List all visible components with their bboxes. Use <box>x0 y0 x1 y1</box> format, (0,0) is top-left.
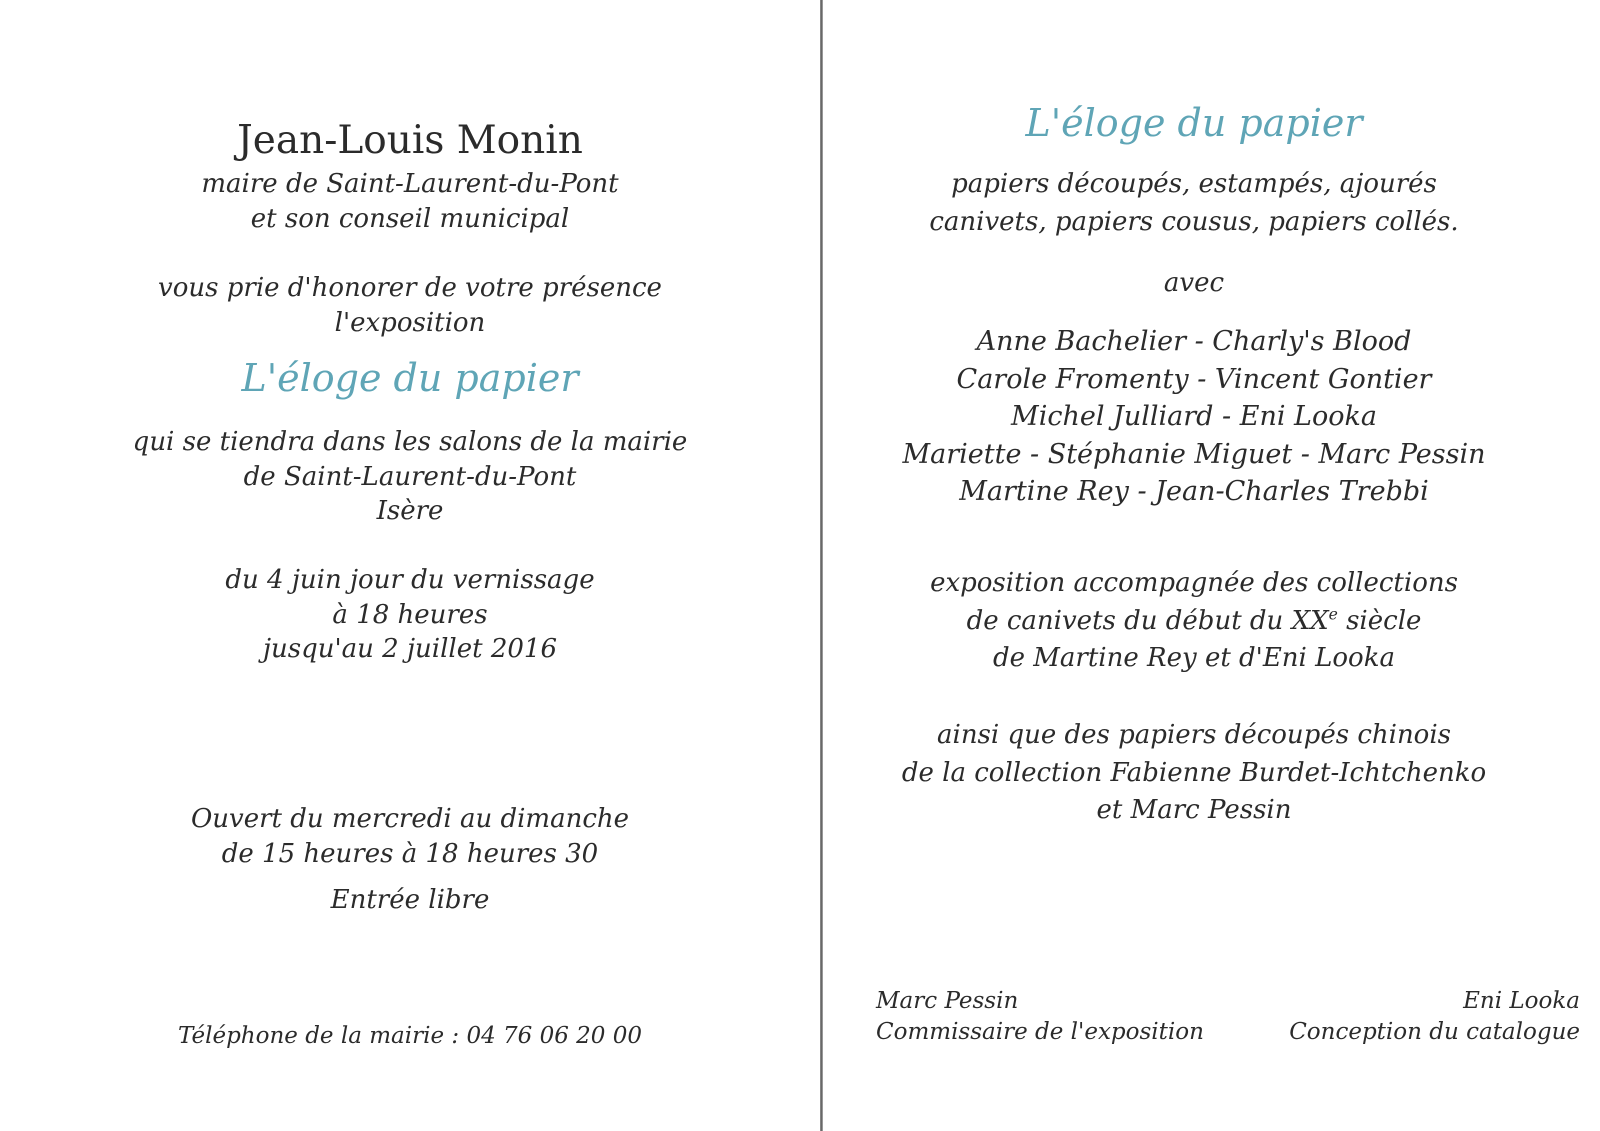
venue-line: qui se tiendra dans les salons de la mairie <box>132 427 688 457</box>
entry-text: Entrée libre <box>330 885 490 915</box>
collection-line <box>844 603 1544 641</box>
artist-line: Carole Fromenty - Vincent Gontier <box>956 363 1432 395</box>
hours-line: de 15 heures à 18 heures 30 <box>221 838 599 869</box>
collection-line: de Martine Rey et d'Eni Looka <box>993 643 1395 674</box>
opening-hours <box>60 802 760 871</box>
fold-divider <box>820 0 823 1131</box>
exhibition-title-right: L'éloge du papier <box>1025 101 1363 145</box>
chinese-papers-text <box>844 717 1544 830</box>
signature-catalogue <box>1289 986 1580 1047</box>
superscript-e: e <box>1328 605 1338 624</box>
technique-line: canivets, papiers cousus, papiers collés. <box>929 206 1459 237</box>
invitation-text <box>60 271 760 340</box>
collection-line-suffix: siècle <box>1337 605 1422 636</box>
signature-name: Marc Pessin <box>876 988 1019 1014</box>
signature-curator <box>876 986 1204 1047</box>
host-role-line: maire de Saint-Laurent-du-Pont <box>201 169 619 199</box>
invitation-line: l'exposition <box>334 307 486 338</box>
dates-text <box>60 563 760 667</box>
date-line: du 4 juin jour du vernissage <box>225 565 595 595</box>
hours-line: Ouvert du mercredi au dimanche <box>190 804 630 834</box>
invitation-line: vous prie d'honorer de votre présence <box>158 273 662 303</box>
venue-line: Isère <box>376 496 444 527</box>
technique-line: papiers découpés, estampés, ajourés <box>951 169 1437 199</box>
phone-text: Téléphone de la mairie : 04 76 06 20 00 <box>177 1023 643 1049</box>
techniques-text <box>844 166 1544 241</box>
chinese-line: et Marc Pessin <box>1096 795 1292 826</box>
signature-role: Conception du catalogue <box>1289 1018 1580 1045</box>
right-page <box>824 0 1600 1131</box>
host-role-line: et son conseil municipal <box>250 203 570 234</box>
collections-text <box>844 565 1544 678</box>
signature-name: Eni Looka <box>1463 988 1580 1014</box>
venue-line: de Saint-Laurent-du-Pont <box>243 461 577 492</box>
artist-line: Michel Julliard - Eni Looka <box>1011 401 1377 433</box>
artists-list <box>844 323 1544 511</box>
chinese-line: de la collection Fabienne Burdet-Ichtchenko <box>901 757 1487 788</box>
artist-line: Mariette - Stéphanie Miguet - Marc Pessin <box>902 438 1486 470</box>
host-name: Jean-Louis Monin <box>237 118 583 163</box>
artist-line: Martine Rey - Jean-Charles Trebbi <box>959 476 1429 508</box>
with-label: avec <box>1163 268 1225 298</box>
host-role <box>60 167 760 236</box>
collection-line: exposition accompagnée des collections <box>930 568 1458 598</box>
chinese-line: ainsi que des papiers découpés chinois <box>937 720 1451 750</box>
venue-text <box>60 425 760 529</box>
collection-line-prefix: de canivets du début du XX <box>966 605 1329 636</box>
exhibition-title: L'éloge du papier <box>241 356 579 400</box>
date-line: à 18 heures <box>332 599 488 630</box>
date-line: jusqu'au 2 juillet 2016 <box>262 634 558 665</box>
artist-line: Anne Bachelier - Charly's Blood <box>976 326 1412 357</box>
signature-role: Commissaire de l'exposition <box>876 1018 1204 1045</box>
